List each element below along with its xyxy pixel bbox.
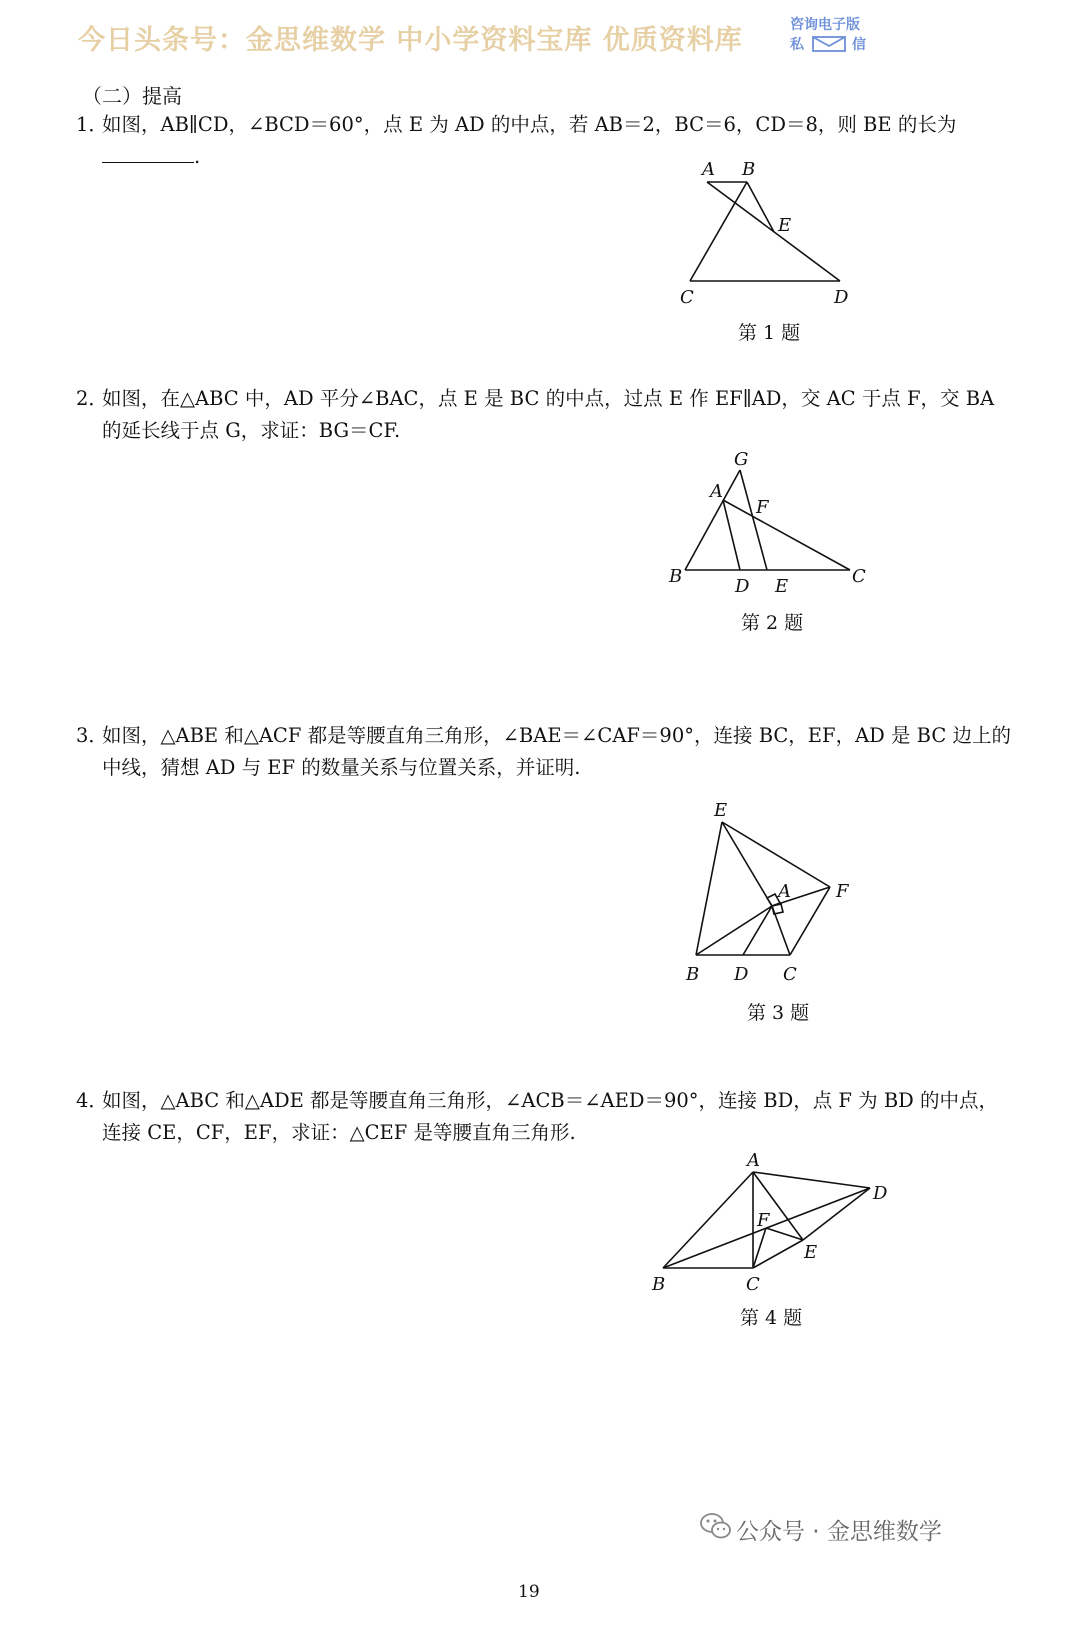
segment-be <box>747 182 774 232</box>
envelope-icon <box>812 36 846 52</box>
label-d: D <box>734 964 749 985</box>
segment-ba <box>696 906 772 955</box>
question-2 <box>76 383 1016 447</box>
figure-4 <box>645 1150 905 1300</box>
wechat-account-watermark: 公众号 · 金思维数学 <box>736 1519 942 1545</box>
label-a: A <box>702 159 715 180</box>
segment-ac <box>723 500 850 570</box>
label-f: F <box>756 497 769 518</box>
figure-caption-3: 第 3 题 <box>747 1002 810 1024</box>
contact-left: 私 <box>790 37 804 53</box>
label-b: B <box>652 1274 666 1295</box>
label-g: G <box>734 449 749 470</box>
figure-2 <box>660 440 880 600</box>
question-4 <box>76 1085 1016 1149</box>
question-1 <box>76 109 1016 173</box>
figure-3 <box>680 800 860 990</box>
question-text: 如图，△ABC 和△ADE 都是等腰直角三角形，∠ACB＝∠AED＝90°，连接 BD，点 F 为 BD 的中点，连接 CE，CF，EF，求证：△CEF 是等腰直角三角形. <box>102 1089 999 1144</box>
page-number: 19 <box>518 1582 540 1602</box>
question-end: . <box>194 145 201 168</box>
label-b: B <box>669 566 683 587</box>
segment-ea <box>722 822 772 906</box>
label-f: F <box>757 1210 770 1231</box>
figure-caption-4: 第 4 题 <box>740 1307 803 1329</box>
label-c: C <box>746 1274 760 1295</box>
label-b: B <box>742 159 756 180</box>
figure-1 <box>670 150 870 310</box>
segment-ab <box>663 1172 753 1268</box>
question-text: 如图，△ABE 和△ACF 都是等腰直角三角形，∠BAE＝∠CAF＝90°，连接 BC，EF，AD 是 BC 边上的中线，猜想 AD 与 EF 的数量关系与位置关系，并证明. <box>102 724 1011 779</box>
contact-line1: 咨询电子版 <box>790 17 860 33</box>
label-d: D <box>735 576 750 597</box>
answer-blank <box>102 144 194 163</box>
segment-ad <box>743 906 772 955</box>
segment-de <box>803 1188 870 1240</box>
segment-ef <box>766 1228 803 1240</box>
label-a: A <box>710 481 723 502</box>
question-text: 如图，在△ABC 中，AD 平分∠BAC，点 E 是 BC 的中点，过点 E 作 EF∥AD，交 AC 于点 F，交 BA 的延长线于点 G，求证：BG＝CF. <box>102 387 995 442</box>
label-e: E <box>714 800 728 821</box>
header-watermark: 今日头条号：金思维数学 中小学资料宝库 优质资料库 <box>78 25 743 56</box>
figure-caption-2: 第 2 题 <box>741 612 804 634</box>
label-f: F <box>836 881 849 902</box>
segment-ef <box>722 822 830 887</box>
figure-caption-1: 第 1 题 <box>738 322 801 344</box>
contact-watermark <box>790 14 870 54</box>
section-title: （二）提高 <box>82 84 182 108</box>
label-e: E <box>778 215 792 236</box>
label-d: D <box>873 1183 888 1204</box>
segment-ad <box>723 500 740 570</box>
question-3 <box>76 720 1016 784</box>
segment-eb <box>696 822 722 955</box>
segment-bc <box>690 182 747 281</box>
label-a: A <box>778 881 791 902</box>
label-c: C <box>852 566 866 587</box>
question-number: 4． <box>76 1089 108 1112</box>
question-text: 如图，AB∥CD，∠BCD＝60°，点 E 为 AD 的中点，若 AB＝2，BC＝6，CD＝8，则 BE 的长为 <box>102 113 957 136</box>
contact-right: 信 <box>852 37 866 53</box>
segment-ad <box>753 1172 870 1188</box>
label-c: C <box>783 964 797 985</box>
segment-cf <box>790 887 830 955</box>
label-e: E <box>804 1242 818 1263</box>
question-number: 1． <box>76 113 108 136</box>
label-e: E <box>775 576 789 597</box>
label-b: B <box>686 964 700 985</box>
label-d: D <box>834 287 849 308</box>
question-number: 2． <box>76 387 108 410</box>
wechat-icon <box>700 1512 732 1540</box>
label-a: A <box>747 1150 760 1171</box>
label-c: C <box>680 287 694 308</box>
segment-ge <box>740 470 767 570</box>
question-number: 3． <box>76 724 108 747</box>
